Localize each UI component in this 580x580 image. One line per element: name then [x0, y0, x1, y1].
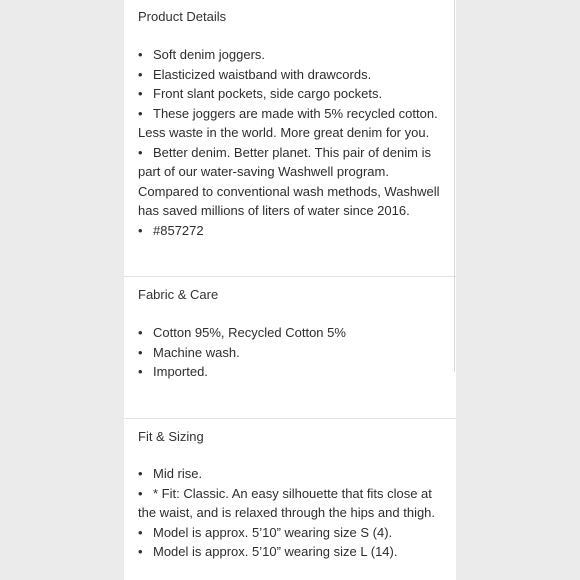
bullet-icon: •	[138, 364, 143, 379]
section-title-fabric-care: Fabric & Care	[138, 287, 219, 302]
list-item: • Imported.	[138, 362, 448, 382]
bullet-icon: •	[138, 144, 143, 160]
product-details-list	[138, 45, 448, 240]
list-item: • These joggers are made with 5% recycled cotton. Less waste in the world. More great denim for you.	[138, 105, 438, 140]
list-item: • Model is approx. 5’10” wearing size S (4).	[138, 523, 448, 543]
list-item: • Better denim. Better planet. This pair of denim is part of our water-saving Washwell program. Compared to conventional wash methods, Washwell has saved millions of liters of water since 2016.	[138, 144, 440, 218]
list-item: • Front slant pockets, side cargo pockets.	[138, 84, 448, 104]
bullet-icon: •	[138, 105, 143, 121]
list-item: • Soft denim joggers.	[138, 45, 448, 65]
bullet-icon: •	[138, 325, 143, 340]
product-details-panel	[124, 0, 456, 276]
bullet-icon: •	[138, 66, 143, 82]
list-item: • Model is approx. 5’10” wearing size L (14).	[138, 542, 448, 562]
fit-sizing-list	[138, 464, 448, 562]
list-item	[138, 221, 448, 241]
bullet-icon: •	[138, 344, 143, 360]
section-title-product-details: Product Details	[138, 9, 227, 24]
panel-edge-line	[454, 0, 455, 372]
fit-sizing-panel	[124, 419, 456, 580]
bullet-icon: •	[138, 524, 143, 540]
bullet-icon: •	[138, 222, 143, 238]
section-title-fit-sizing: Fit & Sizing	[138, 429, 204, 444]
list-item: • Elasticized waistband with drawcords.	[138, 65, 448, 85]
list-item: • Mid rise.	[138, 464, 448, 484]
bullet-icon: •	[138, 485, 143, 501]
fabric-care-panel	[124, 277, 456, 418]
product-sku: #857272	[153, 222, 204, 238]
fabric-care-list	[138, 323, 448, 382]
bullet-icon: •	[138, 544, 143, 559]
list-item: • Cotton 95%, Recycled Cotton 5%	[138, 323, 448, 343]
list-item: • Machine wash.	[138, 343, 448, 363]
bullet-icon: •	[138, 47, 143, 62]
list-item: • * Fit: Classic. An easy silhouette that fits close at the waist, and is relaxed through the hips and thigh.	[138, 485, 436, 520]
bullet-icon: •	[138, 86, 143, 101]
bullet-icon: •	[138, 466, 143, 481]
